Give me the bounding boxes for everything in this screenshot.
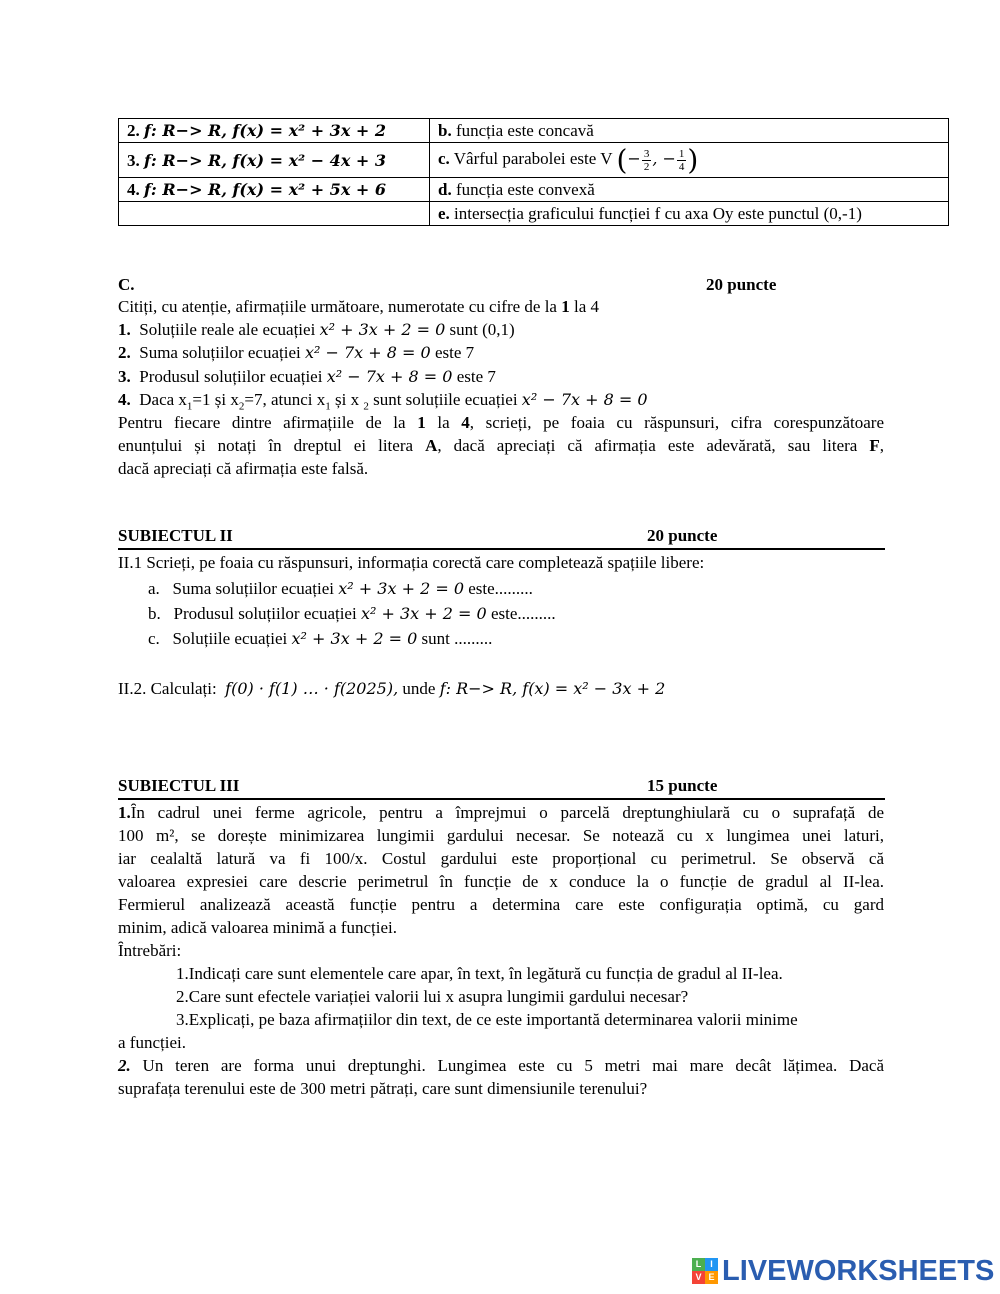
liveworksheets-logo: [692, 1256, 994, 1286]
ii1-item-b: b. Produsul soluțiilor ecuației x² + 3x + 2 = 0 este.........: [148, 604, 556, 623]
ii1-item-c: c. Soluțiile ecuației x² + 3x + 2 = 0 sunt .........: [148, 629, 493, 648]
table-cell-left: 2. f: R−> R, f(x) = x² + 3x + 2: [119, 119, 430, 143]
table-cell-left: [119, 202, 430, 226]
subiect-2-divider: [118, 548, 885, 550]
statement-2: 2. Suma soluțiilor ecuației x² − 7x + 8 = 0 este 7: [118, 343, 475, 362]
section-c-instruction-line-1: Pentru fiecare dintre afirmațiile de la 1 la 4, scrieți, pe foaia cu răspunsuri, cifra corespunzătoare: [118, 413, 884, 432]
question-3-line-2: a funcției.: [118, 1033, 186, 1052]
statement-3: 3. Produsul soluțiilor ecuației x² − 7x + 8 = 0 este 7: [118, 367, 496, 386]
subiect-2-title: SUBIECTUL II: [118, 526, 233, 545]
statement-1: 1. Soluțiile reale ale ecuației x² + 3x + 2 = 0 sunt (0,1): [118, 320, 515, 339]
logo-text: LIVEWORKSHEETS: [722, 1255, 995, 1287]
problem-2-line-2: suprafața terenului este de 300 metri pătrați, care sunt dimensiunile terenului?: [118, 1079, 648, 1098]
table-cell-right: c. Vârful parabolei este V (− $\frac{3}{2}$ , − $\frac{1}{4}$ ): [430, 143, 949, 178]
table-row: [119, 119, 949, 143]
subiect-2-ii2: II.2. Calculați: f(0) · f(1) … · f(2025), unde f: R−> R, f(x) = x² − 3x + 2: [118, 679, 666, 698]
table-cell-right: e. intersecția graficului funcției f cu axa Oy este punctul (0,-1): [430, 202, 949, 226]
logo-tiles-icon: L I V E: [692, 1258, 718, 1284]
problem-1-line-4: valoarea expresiei care descrie perimetrul în funcție de x conduce la o funcție de gradul al II-lea.: [118, 872, 884, 891]
section-c-instruction-line-3: dacă apreciați că afirmația este falsă.: [118, 459, 369, 478]
statement-4: 4. Daca $x_1=1$ și $x_2=7$, atunci $x_1$ și x $_2$ sunt soluțiile ecuației x² − 7x + 8 = 0: [118, 390, 648, 413]
problem-1-line-6: minim, adică valoarea minimă a funcției.: [118, 918, 397, 937]
table-cell-right: b. funcția este concavă: [430, 119, 949, 143]
table-cell-left: 3. f: R−> R, f(x) = x² − 4x + 3: [119, 143, 430, 178]
subiect-3-divider: [118, 798, 885, 800]
questions-heading: Ȋntrebări:: [118, 941, 182, 960]
section-c-intro: Citiți, cu atenție, afirmațiile următoare, numerotate cu cifre de la 1 la 4: [118, 297, 600, 316]
subiect-3-title: SUBIECTUL III: [118, 776, 240, 795]
problem-1-line-5: Fermierul analizează această funcție pentru a determina care este configurația optimă, cu gard: [118, 895, 884, 914]
table-cell-left: 4. f: R−> R, f(x) = x² + 5x + 6: [119, 178, 430, 202]
table-cell-right: d. funcția este convexă: [430, 178, 949, 202]
table-row: [119, 178, 949, 202]
vertex-x-fraction: $\frac{3}{2}$: [643, 147, 650, 173]
problem-1-line-1: 1.Ȋn cadrul unei ferme agricole, pentru a împrejmui o parcelă dreptunghiulară cu o suprafață de: [118, 803, 884, 822]
ii1-item-a: a. Suma soluțiilor ecuației x² + 3x + 2 = 0 este.........: [148, 579, 533, 598]
section-c-instruction-line-2: enunțului și notați în dreptul ei litera A, dacă apreciați că afirmația este adevărată, sau litera F,: [118, 436, 885, 455]
question-2: 2.Care sunt efectele variației valorii lui x asupra lungimii gardului necesar?: [176, 987, 689, 1006]
question-1: 1.Indicați care sunt elementele care apar, în text, în legătură cu funcția de gradul al II-lea.: [176, 964, 783, 983]
table-row: [119, 143, 949, 178]
section-c-title: C.: [118, 275, 135, 294]
matching-table: [118, 118, 949, 226]
problem-2-line-1: 2. Un teren are forma unui dreptunghi. Lungimea este cu 5 metri mai mare decât lățimea. Dacă: [118, 1056, 884, 1075]
section-c-points: 20 puncte: [706, 275, 777, 294]
subiect-2-ii1-instruction: II.1 Scrieți, pe foaia cu răspunsuri, informația corectă care completează spațiile libere:: [118, 553, 705, 572]
question-3-line-1: 3.Explicați, pe baza afirmațiilor din text, de ce este importantă determinarea valorii minime: [176, 1010, 798, 1029]
problem-1-line-2: 100 m², se dorește minimizarea lungimii gardului necesar. Se notează cu x lungimea unei laturi,: [118, 826, 884, 845]
subiect-2-points: 20 puncte: [647, 526, 718, 545]
problem-1-line-3: iar cealaltă latură va fi 100/x. Costul gardului este proporțional cu perimetrul. Se observă că: [118, 849, 884, 868]
vertex-y-fraction: $\frac{1}{4}$: [678, 147, 685, 173]
subiect-3-points: 15 puncte: [647, 776, 718, 795]
table-row: [119, 202, 949, 226]
